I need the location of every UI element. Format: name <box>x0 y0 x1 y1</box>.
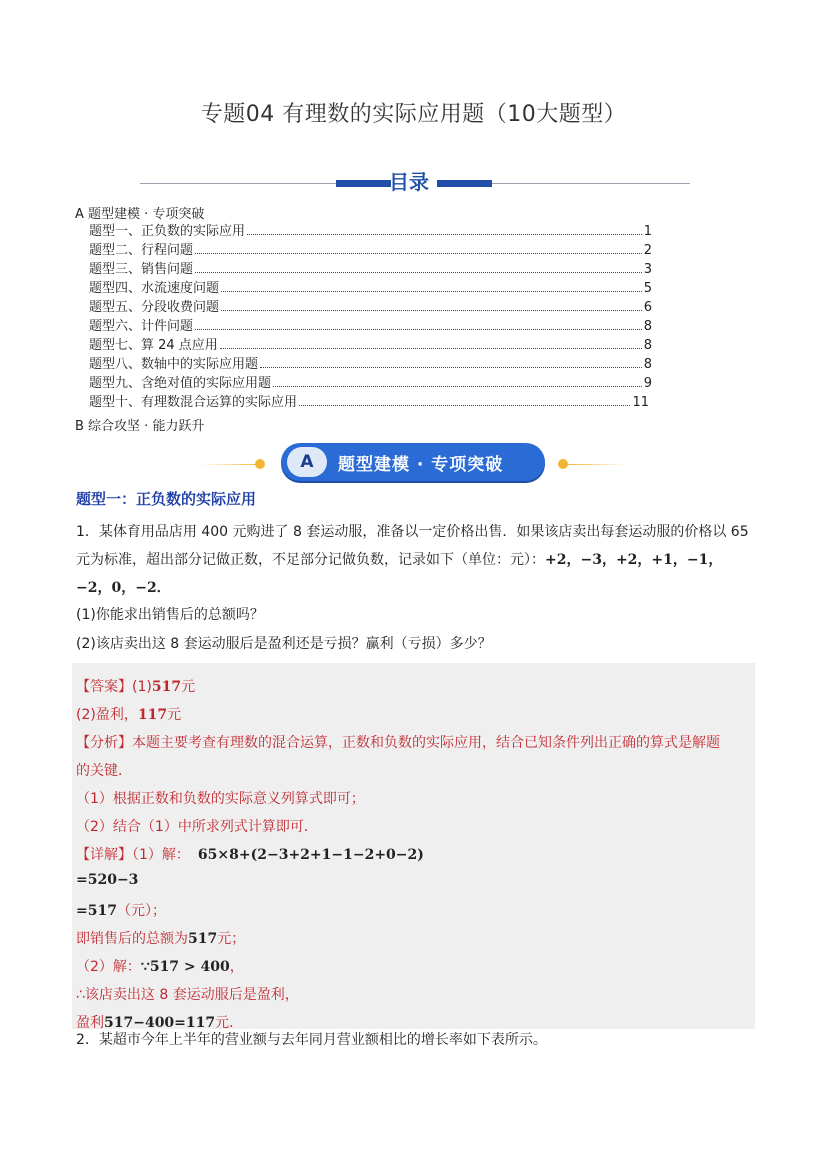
toc-item-page: 8 <box>643 357 652 372</box>
toc-item-page: 8 <box>643 338 652 353</box>
detail-tag: 【详解】 <box>76 847 132 863</box>
toc-item-label: 题型七、算 24 点应用 <box>89 338 218 353</box>
toc-group-a[interactable]: A 题型建模 · 专项突破 <box>75 207 205 222</box>
banner-line-left <box>200 464 260 465</box>
answer-part-1-value: 517 <box>151 679 182 695</box>
toc-group-b[interactable]: B 综合攻坚 · 能力跃升 <box>75 419 205 434</box>
toc-item[interactable] <box>89 279 652 296</box>
question-1-line-2 <box>76 546 756 574</box>
detail-text: 即销售后的总额为 <box>76 931 188 947</box>
toc-item-page: 11 <box>632 395 649 410</box>
analysis-line-1 <box>76 732 720 752</box>
toc-item-page: 9 <box>643 376 652 391</box>
detail-line-6: ∴该店卖出这 8 套运动服后是盈利， <box>76 987 299 1003</box>
detail-formula: 517−400=117 <box>104 1015 216 1031</box>
toc-item-page: 2 <box>643 243 652 258</box>
toc-item[interactable] <box>89 336 652 353</box>
banner-letter-badge: A <box>287 447 327 477</box>
toc-leader-dots <box>221 291 642 292</box>
toc-heading: 目录 <box>389 170 429 194</box>
analysis-tag: 【分析】 <box>76 735 132 751</box>
detail-unit: （元）； <box>116 903 166 919</box>
banner-line-right <box>566 464 626 465</box>
detail-line-3 <box>76 900 166 920</box>
detail-line-4 <box>76 928 245 948</box>
detail-line-5 <box>76 956 244 976</box>
answer-line-1 <box>76 676 195 696</box>
answer-part-2-unit: 元 <box>167 707 182 723</box>
detail-text: 盈利 <box>76 1015 104 1031</box>
analysis-text: 本题主要考查有理数的混合运算，正数和负数的实际应用，结合已知条件列出正确的算式是解题 <box>132 735 720 751</box>
answer-part-1-unit: 元 <box>181 679 196 695</box>
detail-punct: ， <box>229 959 244 975</box>
toc-leader-dots <box>195 329 642 330</box>
toc-item-label: 题型一、正负数的实际应用 <box>89 224 246 239</box>
banner-dot-left <box>255 459 265 469</box>
detail-step-label: （1）解： <box>132 847 190 863</box>
toc-bar-right <box>437 180 492 187</box>
question-1-line-1: 1．某体育用品店用 400 元购进了 8 套运动服，准备以一定价格出售．如果该店卖出每套运动服的价格以 65 <box>76 524 749 540</box>
detail-comparison: ∵517 > 400 <box>140 959 230 975</box>
answer-tag: 【答案】 <box>76 679 132 695</box>
detail-line-1 <box>76 844 424 864</box>
banner-title: 题型建模 · 专项突破 <box>338 455 504 475</box>
toc-leader-dots <box>273 386 642 387</box>
answer-part-1-label: (1) <box>132 679 152 695</box>
toc-divider-right <box>490 183 690 184</box>
toc-item-label: 题型八、数轴中的实际应用题 <box>89 357 259 372</box>
question-1-line-2-text: 元为标准，超出部分记做正数，不足部分记做负数，记录如下（单位：元）： <box>76 552 545 568</box>
detail-unit: 元． <box>215 1015 244 1031</box>
question-1-records: +2，−3，+2，+1，−1， <box>545 552 723 568</box>
detail-unit: 元； <box>217 931 246 947</box>
toc-leader-dots <box>247 234 642 235</box>
toc-item-label: 题型六、计件问题 <box>89 319 194 334</box>
toc-item-label: 题型五、分段收费问题 <box>89 300 220 315</box>
toc-item[interactable] <box>89 241 652 258</box>
toc-item-page: 1 <box>643 224 652 239</box>
detail-value: 517 <box>188 931 218 947</box>
toc-leader-dots <box>221 310 642 311</box>
toc-leader-dots <box>195 272 642 273</box>
document-title: 专题04 有理数的实际应用题（10大题型） <box>200 102 627 127</box>
toc-item-label: 题型二、行程问题 <box>89 243 194 258</box>
toc-item-label: 题型三、销售问题 <box>89 262 194 277</box>
toc-item-label: 题型十、有理数混合运算的实际应用 <box>89 395 298 410</box>
analysis-line-2: 的关键． <box>76 763 132 779</box>
toc-item[interactable] <box>89 355 652 372</box>
toc-item-page: 3 <box>643 262 652 277</box>
toc-item[interactable] <box>89 393 649 410</box>
analysis-line-4: （2）结合（1）中所求列式计算即可． <box>76 819 318 835</box>
section-title: 题型一：正负数的实际应用 <box>76 490 257 508</box>
detail-line-2: =520−3 <box>76 872 139 888</box>
toc-divider-left <box>140 183 340 184</box>
toc-item[interactable] <box>89 374 652 391</box>
toc-item-page: 8 <box>643 319 652 334</box>
question-2: 2．某超市今年上半年的营业额与去年同月营业额相比的增长率如下表所示。 <box>76 1032 547 1048</box>
toc-item[interactable] <box>89 222 652 239</box>
detail-result: =517 <box>76 903 117 919</box>
toc-item[interactable] <box>89 317 652 334</box>
question-1-sub-1: (1)你能求出销售后的总额吗？ <box>76 607 264 623</box>
question-1-sub-2: (2)该店卖出这 8 套运动服后是盈利还是亏损？赢利（亏损）多少？ <box>76 636 492 652</box>
question-1-line-3: −2，0，−2． <box>76 580 171 596</box>
toc-leader-dots <box>299 405 630 406</box>
toc-item-page: 6 <box>643 300 652 315</box>
detail-step-label: （2）解： <box>76 959 141 975</box>
analysis-line-3: （1）根据正数和负数的实际意义列算式即可； <box>76 791 365 807</box>
toc-item-page: 5 <box>643 281 652 296</box>
detail-formula: 65×8+(2−3+2+1−1−2+0−2) <box>197 847 424 863</box>
toc-leader-dots <box>260 367 642 368</box>
answer-line-2 <box>76 704 181 724</box>
toc-item-label: 题型四、水流速度问题 <box>89 281 220 296</box>
toc-leader-dots <box>195 253 642 254</box>
answer-part-2-value: 117 <box>137 707 168 723</box>
toc-item-label: 题型九、含绝对值的实际应用题 <box>89 376 272 391</box>
toc-leader-dots <box>220 348 642 349</box>
toc-bar-left <box>336 180 391 187</box>
toc-item[interactable] <box>89 260 652 277</box>
answer-part-2-label: (2)盈利， <box>76 707 138 723</box>
toc-item[interactable] <box>89 298 652 315</box>
